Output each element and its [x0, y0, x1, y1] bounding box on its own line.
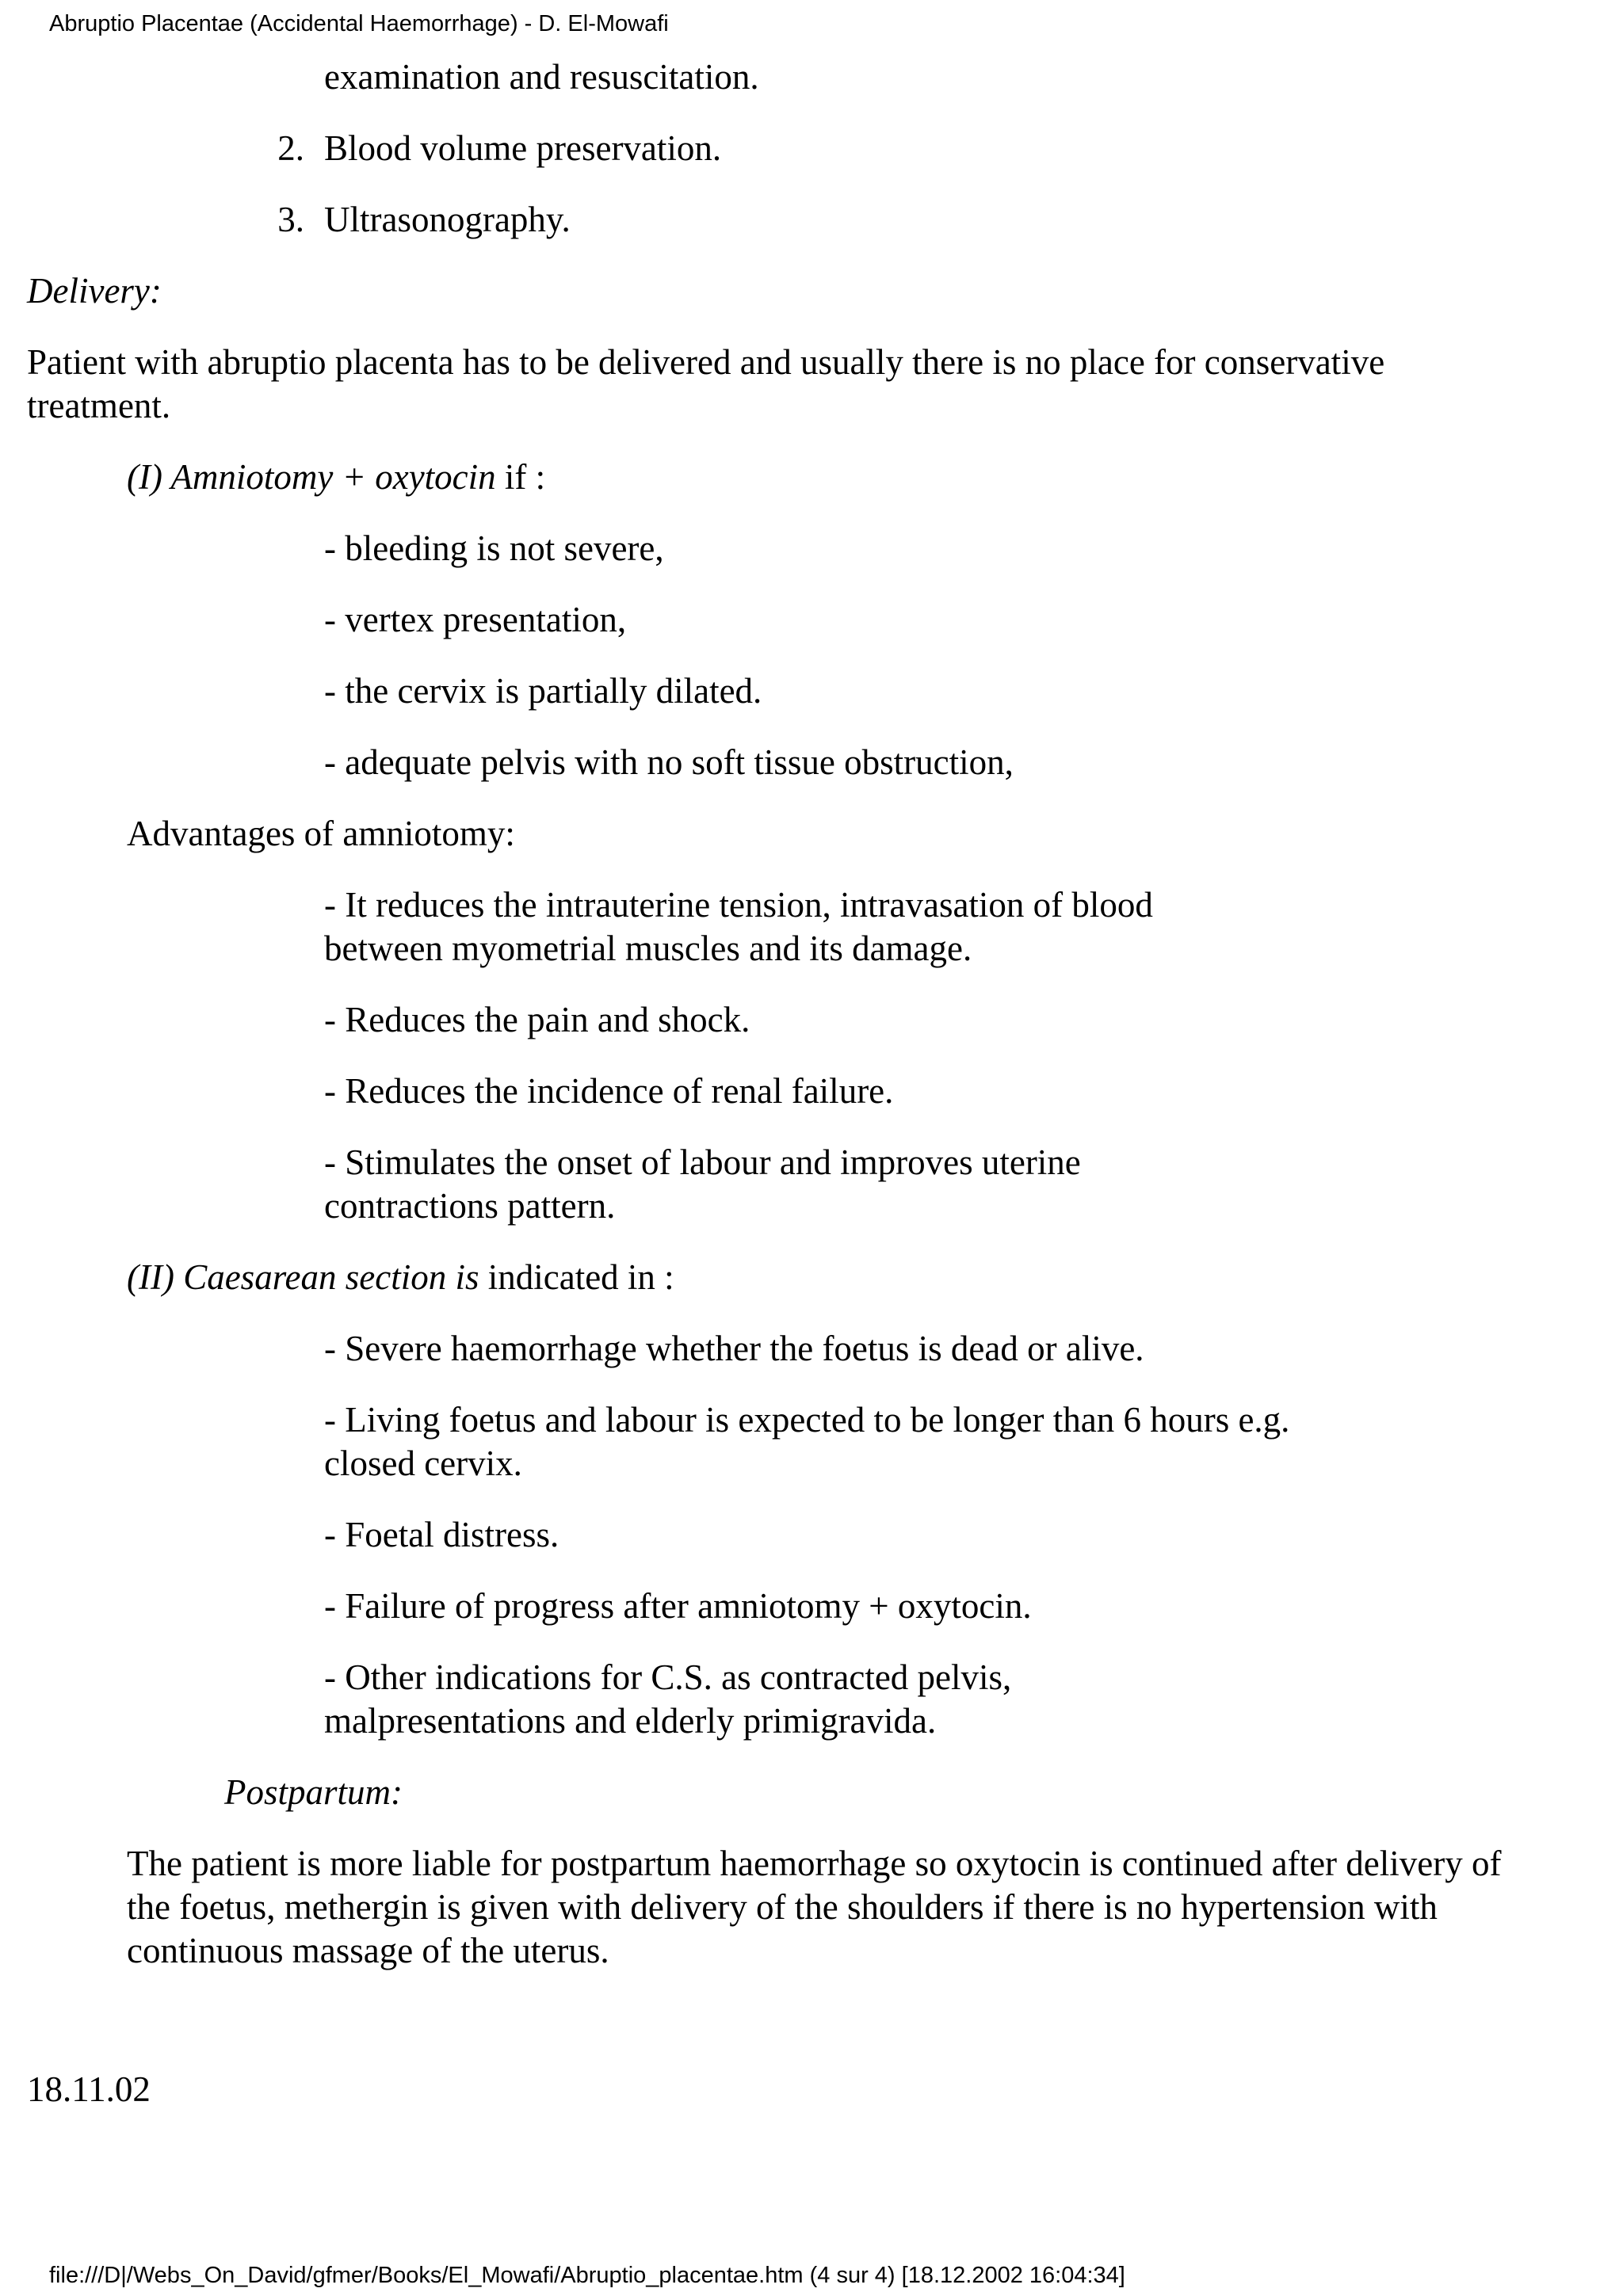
delivery-intro: Patient with abruptio placenta has to be delivered and usually there is no place for conservative treatment.	[27, 342, 1385, 425]
list-number: 2.	[277, 128, 304, 168]
advantage-item: - Reduces the incidence of renal failure.	[324, 1071, 894, 1111]
postpartum-heading: Postpartum:	[224, 1772, 403, 1812]
continuation-text: examination and resuscitation.	[324, 57, 759, 97]
caesarean-indication: - Failure of progress after amniotomy + oxytocin.	[324, 1586, 1032, 1626]
caesarean-label-italic: (II) Caesarean section is	[127, 1257, 479, 1297]
delivery-heading: Delivery:	[27, 271, 162, 311]
caesarean-indication: - Severe haemorrhage whether the foetus is dead or alive.	[324, 1329, 1144, 1368]
caesarean-indication: - Other indications for C.S. as contracted pelvis, malpresentations and elderly primigravida.	[324, 1657, 1012, 1741]
caesarean-label-rest: indicated in :	[479, 1257, 674, 1297]
advantage-item: - Stimulates the onset of labour and improves uterine contractions pattern.	[324, 1142, 1081, 1226]
advantage-item: - Reduces the pain and shock.	[324, 1000, 750, 1039]
caesarean-indication: - Living foetus and labour is expected to be longer than 6 hours e.g. closed cervix.	[324, 1400, 1290, 1483]
amniotomy-label-italic: (I) Amniotomy + oxytocin	[127, 457, 496, 497]
page-footer: file:///D|/Webs_On_David/gfmer/Books/El_Mowafi/Abruptio_placentae.htm (4 sur 4) [18.12.2002 16:04:34]	[49, 2263, 1125, 2288]
amniotomy-label	[127, 456, 545, 499]
caesarean-label	[127, 1256, 674, 1299]
caesarean-indication: - Foetal distress.	[324, 1515, 559, 1554]
list-number: 3.	[277, 200, 304, 239]
amniotomy-label-rest: if :	[495, 457, 546, 497]
list-item: Blood volume preservation.	[324, 128, 722, 168]
amniotomy-condition: - the cervix is partially dilated.	[324, 671, 762, 711]
amniotomy-condition: - bleeding is not severe,	[324, 528, 664, 568]
postpartum-text: The patient is more liable for postpartum haemorrhage so oxytocin is continued after delivery of the foetus, methergin is given with delivery of the shoulders if there is no hypertension with continuous massage of the uterus.	[127, 1844, 1502, 1970]
advantage-item: - It reduces the intrauterine tension, intravasation of blood between myometrial muscles and its damage.	[324, 885, 1153, 968]
advantages-heading: Advantages of amniotomy:	[127, 814, 515, 853]
amniotomy-condition: - vertex presentation,	[324, 600, 627, 639]
list-item: Ultrasonography.	[324, 200, 571, 239]
page-header: Abruptio Placentae (Accidental Haemorrhage) - D. El-Mowafi	[49, 11, 669, 36]
amniotomy-condition: - adequate pelvis with no soft tissue obstruction,	[324, 742, 1014, 782]
document-date: 18.11.02	[27, 2069, 151, 2109]
